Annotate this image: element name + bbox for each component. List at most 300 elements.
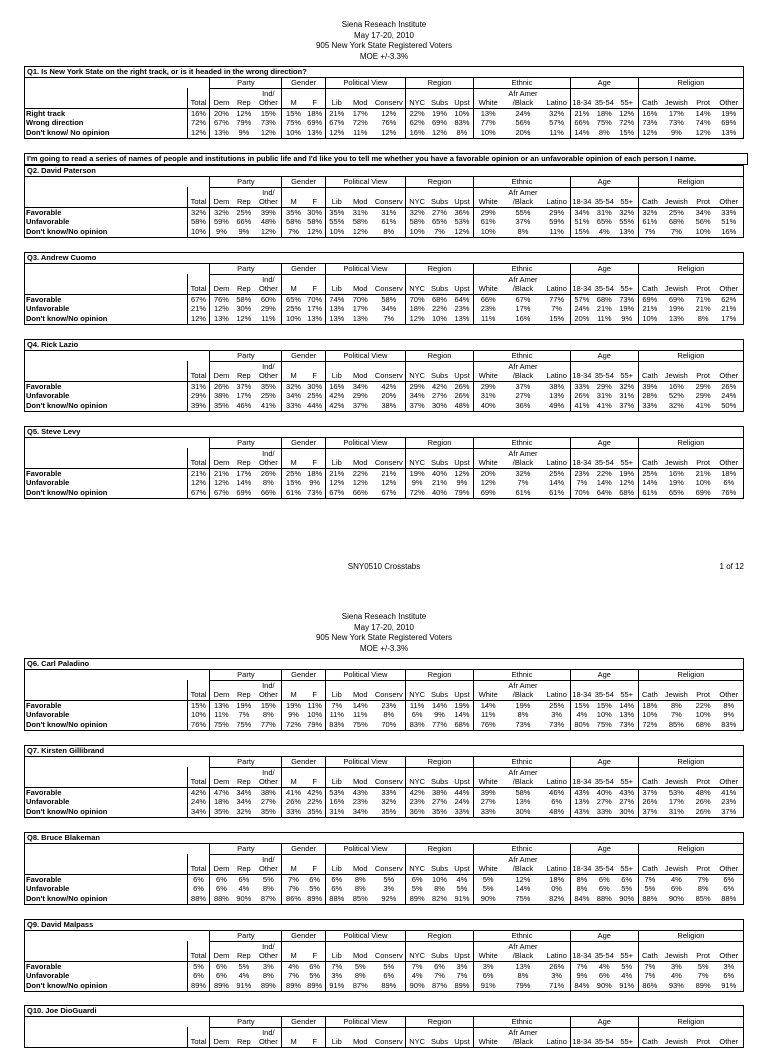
question-block <box>24 165 744 238</box>
data-cell: 33% <box>714 207 743 217</box>
group-header-religion: Religion <box>638 757 743 768</box>
data-cell: 20% <box>570 314 593 324</box>
column-header: Conserv <box>374 197 403 207</box>
data-cell: 42% <box>428 381 451 391</box>
column-header: Total <box>187 284 210 294</box>
data-cell: 9% <box>233 128 256 138</box>
data-cell: 51% <box>570 217 593 227</box>
table-row <box>25 787 744 797</box>
column-header: Other <box>714 284 743 294</box>
group-header-political: Political View <box>325 844 405 855</box>
group-header-age: Age <box>570 351 638 362</box>
data-cell: 85% <box>661 720 692 730</box>
column-header: Cath <box>638 197 661 207</box>
data-cell: 38% <box>428 787 451 797</box>
data-cell: 14% <box>549 478 565 488</box>
crosstab-table <box>24 176 744 238</box>
column-header: NYC <box>406 777 429 787</box>
group-header-gender: Gender <box>282 931 325 942</box>
data-cell: 43% <box>348 787 373 797</box>
data-cell: 58% <box>307 217 323 227</box>
data-cell: 47% <box>210 787 233 797</box>
column-header: Latino <box>546 197 567 207</box>
group-header-political: Political View <box>325 1017 405 1028</box>
group-header-religion: Religion <box>638 931 743 942</box>
column-header: Mod <box>348 1037 373 1047</box>
table-row <box>25 710 744 720</box>
data-cell: 11% <box>353 710 368 720</box>
group-header-gender: Gender <box>282 1017 325 1028</box>
table-row <box>25 874 744 884</box>
column-header: Prot <box>696 951 711 961</box>
header-institute: Siena Reseach Institute <box>341 20 427 29</box>
data-cell: 32% <box>187 207 210 217</box>
data-cell: 5% <box>233 961 256 971</box>
column-header: Latino <box>546 777 567 787</box>
data-cell: 15% <box>282 478 305 488</box>
column-header: Prot <box>692 1037 715 1047</box>
data-cell: 21% <box>596 304 612 314</box>
column-header: M <box>282 864 305 874</box>
column-header: Rep <box>236 98 251 108</box>
group-header-age: Age <box>570 670 638 681</box>
data-cell: 9% <box>210 227 233 237</box>
group-header-gender: Gender <box>282 438 325 449</box>
column-header: 35-54 <box>594 458 614 468</box>
data-cell: 17% <box>348 108 373 118</box>
column-header: Prot <box>696 777 711 787</box>
row-label: Unfavorable <box>25 478 188 488</box>
question-title: Q5. Steve Levy <box>24 426 744 437</box>
data-cell: 10% <box>406 227 429 237</box>
data-cell: 15% <box>544 314 571 324</box>
column-header: Other <box>258 690 278 700</box>
data-cell: 11% <box>348 128 373 138</box>
col-sub-ind: Ind/ <box>262 88 275 98</box>
data-cell: 44% <box>451 787 474 797</box>
data-cell: 26% <box>454 391 470 401</box>
column-header: 35-54 <box>594 1037 614 1047</box>
data-cell: 6% <box>670 884 682 894</box>
data-cell: 15% <box>282 108 305 118</box>
data-cell: 75% <box>210 720 233 730</box>
data-cell: 20% <box>474 468 503 478</box>
column-header: 35-54 <box>594 197 614 207</box>
row-label: Don't know/No opinion <box>25 227 188 237</box>
data-cell: 39% <box>255 207 282 217</box>
row-label: Don't know/No opinion <box>25 981 188 991</box>
column-header: White <box>474 371 503 381</box>
column-header: Conserv <box>374 98 403 108</box>
data-cell: 87% <box>428 981 451 991</box>
data-cell: 72% <box>619 118 635 128</box>
column-header: F <box>312 951 317 961</box>
group-header-region: Region <box>406 264 474 275</box>
column-header: 55+ <box>620 864 634 874</box>
data-cell: 28% <box>638 391 661 401</box>
column-header: Other <box>714 371 743 381</box>
column-header: F <box>312 864 317 874</box>
column-header: 55+ <box>620 197 634 207</box>
data-cell: 32% <box>661 401 692 411</box>
data-cell: 42% <box>406 787 429 797</box>
column-header: Mod <box>352 371 368 381</box>
data-cell: 5% <box>309 884 321 894</box>
column-header: Latino <box>546 690 567 700</box>
column-header: Subs <box>430 98 449 108</box>
data-cell: 10% <box>451 108 474 118</box>
data-cell: 58% <box>352 217 368 227</box>
data-cell: 9% <box>406 478 429 488</box>
data-cell: 10% <box>282 314 305 324</box>
data-cell: 13% <box>502 961 543 971</box>
question-title: Q4. Rick Lazio <box>24 339 744 350</box>
data-cell: 25% <box>544 468 571 478</box>
data-cell: 90% <box>616 894 639 904</box>
data-cell: 13% <box>549 391 565 401</box>
data-cell: 34% <box>282 391 305 401</box>
column-header: Mod <box>352 284 368 294</box>
group-header-party: Party <box>210 757 282 768</box>
data-cell: 8% <box>434 884 445 894</box>
column-header: F <box>312 98 317 108</box>
data-cell: 6% <box>210 961 233 971</box>
group-header-ethnic: Ethnic <box>474 264 571 275</box>
column-header: Cath <box>638 1037 661 1047</box>
column-header: Upst <box>454 371 470 381</box>
data-cell: 12% <box>255 128 282 138</box>
data-cell: 6% <box>210 874 233 884</box>
column-header: F <box>312 371 317 381</box>
row-label: Don't know/No opinion <box>25 720 188 730</box>
data-cell: 16% <box>502 314 543 324</box>
column-header: Jewish <box>664 951 688 961</box>
data-cell: 37% <box>515 217 531 227</box>
data-cell: 41% <box>593 401 616 411</box>
column-header: 18-34 <box>572 690 592 700</box>
data-cell: 3% <box>383 884 395 894</box>
data-cell: 11% <box>544 227 571 237</box>
data-cell: 15% <box>255 108 282 118</box>
table-row <box>25 894 744 904</box>
data-cell: 38% <box>210 391 233 401</box>
column-header: Subs <box>430 197 449 207</box>
group-header-religion: Religion <box>638 438 743 449</box>
data-cell: 88% <box>638 894 661 904</box>
data-cell: 61% <box>638 488 661 498</box>
group-header-political: Political View <box>325 78 405 89</box>
data-cell: 7% <box>282 971 305 981</box>
group-header-age: Age <box>570 1017 638 1028</box>
data-cell: 4% <box>238 884 250 894</box>
crosstab-table <box>24 930 744 992</box>
data-cell: 18% <box>305 468 326 478</box>
data-cell: 89% <box>255 981 282 991</box>
data-cell: 8% <box>692 314 715 324</box>
column-header: Mod <box>352 777 368 787</box>
data-cell: 91% <box>474 981 503 991</box>
data-cell: 76% <box>210 294 233 304</box>
column-header: 18-34 <box>572 777 592 787</box>
column-header: Jewish <box>664 98 688 108</box>
group-header-religion: Religion <box>638 78 743 89</box>
column-header: Cath <box>638 951 661 961</box>
data-cell: 6% <box>714 971 743 981</box>
data-cell: 5% <box>616 961 639 971</box>
group-header-age: Age <box>570 931 638 942</box>
crosstab-table <box>24 843 744 905</box>
group-header-ethnic: Ethnic <box>474 1017 571 1028</box>
crosstab-table <box>24 669 744 731</box>
question-block <box>24 339 744 412</box>
table-row <box>25 478 744 488</box>
column-header: Rep <box>236 284 251 294</box>
data-cell: 27% <box>432 391 448 401</box>
table-row <box>25 884 744 894</box>
group-header-religion: Religion <box>638 1017 743 1028</box>
header-dates: May 17-20, 2010 <box>353 30 415 40</box>
data-cell: 13% <box>325 314 348 324</box>
data-cell: 11% <box>406 700 429 710</box>
question-block <box>24 66 744 139</box>
column-header: Jewish <box>664 458 688 468</box>
data-cell: 21% <box>325 108 348 118</box>
row-label: Unfavorable <box>25 971 188 981</box>
data-cell: 71% <box>692 294 715 304</box>
column-header: Cath <box>638 864 661 874</box>
data-cell: 34% <box>236 797 252 807</box>
data-cell: 26% <box>451 381 474 391</box>
data-cell: 70% <box>305 294 326 304</box>
col-sub-ind: Ind/ <box>262 1027 275 1037</box>
data-cell: 84% <box>570 894 593 904</box>
data-cell: 75% <box>282 118 305 128</box>
data-cell: 19% <box>428 108 451 118</box>
column-header: 35-54 <box>594 864 614 874</box>
column-header: Jewish <box>664 284 688 294</box>
header-dates: May 17-20, 2010 <box>353 622 415 632</box>
data-cell: 31% <box>373 207 406 217</box>
row-label: Unfavorable <box>25 391 188 401</box>
data-cell: 4% <box>406 971 429 981</box>
data-cell: 58% <box>502 787 543 797</box>
column-header: Rep <box>236 458 251 468</box>
data-cell: 26% <box>695 797 711 807</box>
data-cell: 6% <box>616 874 639 884</box>
col-sub-afr: Afr Amer <box>508 854 538 864</box>
data-cell: 66% <box>474 294 503 304</box>
data-cell: 14% <box>638 478 661 488</box>
data-cell: 8% <box>348 874 373 884</box>
row-label: Unfavorable <box>25 710 188 720</box>
data-cell: 6% <box>383 971 395 981</box>
data-cell: 7% <box>661 227 692 237</box>
column-header: Lib <box>325 371 348 381</box>
data-cell: 7% <box>638 971 661 981</box>
group-header-age: Age <box>570 78 638 89</box>
data-cell: 6% <box>210 971 233 981</box>
data-cell: 4% <box>661 874 692 884</box>
data-cell: 6% <box>474 971 503 981</box>
data-cell: 0% <box>551 884 563 894</box>
data-cell: 25% <box>260 391 276 401</box>
data-cell: 70% <box>570 488 593 498</box>
data-cell: 53% <box>454 217 470 227</box>
data-cell: 9% <box>434 710 445 720</box>
data-cell: 8% <box>262 710 274 720</box>
column-header: Other <box>714 197 743 207</box>
data-cell: 55% <box>619 217 635 227</box>
data-cell: 42% <box>187 787 210 797</box>
data-cell: 10% <box>282 128 305 138</box>
data-cell: 17% <box>307 304 323 314</box>
row-label: Favorable <box>25 700 188 710</box>
column-header: White <box>474 98 503 108</box>
header-moe: MOE +/-3.3% <box>359 51 409 61</box>
data-cell: 7% <box>325 700 348 710</box>
data-cell: 29% <box>544 207 571 217</box>
data-cell: 6% <box>305 874 326 884</box>
column-header: Latino <box>546 98 567 108</box>
data-cell: 25% <box>661 207 692 217</box>
data-cell: 6% <box>598 971 610 981</box>
data-cell: 10% <box>695 710 711 720</box>
column-header: Mod <box>352 864 368 874</box>
col-sub-afr: Afr Amer <box>508 767 538 777</box>
data-cell: 10% <box>638 314 661 324</box>
column-header: Other <box>714 98 743 108</box>
column-header: Total <box>187 371 210 381</box>
data-cell: 53% <box>661 787 692 797</box>
data-cell: 9% <box>616 314 639 324</box>
column-header: Subs <box>430 777 449 787</box>
table-row <box>25 314 744 324</box>
column-header: Dem <box>210 197 233 207</box>
group-header-gender: Gender <box>282 844 325 855</box>
data-cell: 10% <box>428 874 451 884</box>
data-cell: 37% <box>638 807 661 817</box>
column-header: NYC <box>406 951 429 961</box>
data-cell: 50% <box>714 401 743 411</box>
data-cell: 7% <box>406 961 429 971</box>
data-cell: 73% <box>502 720 543 730</box>
data-cell: 32% <box>210 207 233 217</box>
data-cell: 9% <box>233 227 256 237</box>
data-cell: 11% <box>210 710 233 720</box>
data-cell: 66% <box>236 217 252 227</box>
group-header-region: Region <box>406 351 474 362</box>
data-cell: 72% <box>638 720 661 730</box>
table-row <box>25 468 744 478</box>
data-cell: 23% <box>454 304 470 314</box>
data-cell: 90% <box>474 894 503 904</box>
data-cell: 23% <box>474 304 503 314</box>
data-cell: 43% <box>570 787 593 797</box>
column-header: Dem <box>210 1037 233 1047</box>
data-cell: 82% <box>544 894 571 904</box>
column-header: Upst <box>454 864 470 874</box>
column-header: Upst <box>454 458 470 468</box>
crosstab-table <box>24 1016 744 1048</box>
data-cell: 33% <box>593 807 616 817</box>
data-cell: 38% <box>255 787 282 797</box>
data-cell: 37% <box>502 381 543 391</box>
col-sub-ind: Ind/ <box>262 854 275 864</box>
data-cell: 66% <box>255 488 282 498</box>
data-cell: 5% <box>638 884 661 894</box>
data-cell: 12% <box>233 314 256 324</box>
data-cell: 19% <box>451 700 474 710</box>
data-cell: 38% <box>544 381 571 391</box>
data-cell: 21% <box>692 468 715 478</box>
data-cell: 22% <box>348 468 373 478</box>
column-header: Lib <box>325 690 348 700</box>
column-header: Rep <box>236 864 251 874</box>
data-cell: 12% <box>187 478 210 488</box>
column-header: /Black <box>512 197 534 207</box>
column-header: Other <box>258 371 278 381</box>
question-title: Q10. Joe DioGuardi <box>24 1005 744 1016</box>
data-cell: 39% <box>638 381 661 391</box>
group-header-ethnic: Ethnic <box>474 438 571 449</box>
data-cell: 79% <box>305 720 326 730</box>
column-header: Dem <box>210 284 233 294</box>
data-cell: 62% <box>714 294 743 304</box>
data-cell: 30% <box>305 381 326 391</box>
group-header-region: Region <box>406 844 474 855</box>
data-cell: 11% <box>325 710 348 720</box>
data-cell: 4% <box>282 961 305 971</box>
data-cell: 41% <box>255 401 282 411</box>
data-cell: 6% <box>210 884 233 894</box>
crosstab-table <box>24 437 744 499</box>
column-header: Latino <box>546 284 567 294</box>
column-header: M <box>282 197 305 207</box>
data-cell: 35% <box>210 401 233 411</box>
column-header: Other <box>258 951 278 961</box>
data-cell: 7% <box>238 710 250 720</box>
data-cell: 11% <box>305 700 326 710</box>
col-sub-afr: Afr Amer <box>508 1027 538 1037</box>
data-cell: 12% <box>474 478 503 488</box>
column-header: Dem <box>210 371 233 381</box>
question-block <box>24 832 744 905</box>
data-cell: 5% <box>373 961 406 971</box>
question-title: Q6. Carl Paladino <box>24 658 744 669</box>
data-cell: 17% <box>714 314 743 324</box>
data-cell: 4% <box>570 710 593 720</box>
data-cell: 90% <box>593 981 616 991</box>
col-sub-ind: Ind/ <box>262 448 275 458</box>
data-cell: 16% <box>714 227 743 237</box>
data-cell: 6% <box>325 874 348 884</box>
column-header: M <box>282 458 305 468</box>
column-header: NYC <box>406 458 429 468</box>
data-cell: 31% <box>325 807 348 817</box>
data-cell: 58% <box>373 294 406 304</box>
data-cell: 70% <box>348 294 373 304</box>
group-header-religion: Religion <box>638 351 743 362</box>
data-cell: 67% <box>502 294 543 304</box>
data-cell: 71% <box>544 981 571 991</box>
data-cell: 34% <box>692 207 715 217</box>
data-cell: 6% <box>187 884 210 894</box>
group-header-political: Political View <box>325 264 405 275</box>
column-header: Dem <box>210 690 233 700</box>
data-cell: 21% <box>570 108 593 118</box>
data-cell: 31% <box>661 807 692 817</box>
data-cell: 22% <box>593 468 616 478</box>
